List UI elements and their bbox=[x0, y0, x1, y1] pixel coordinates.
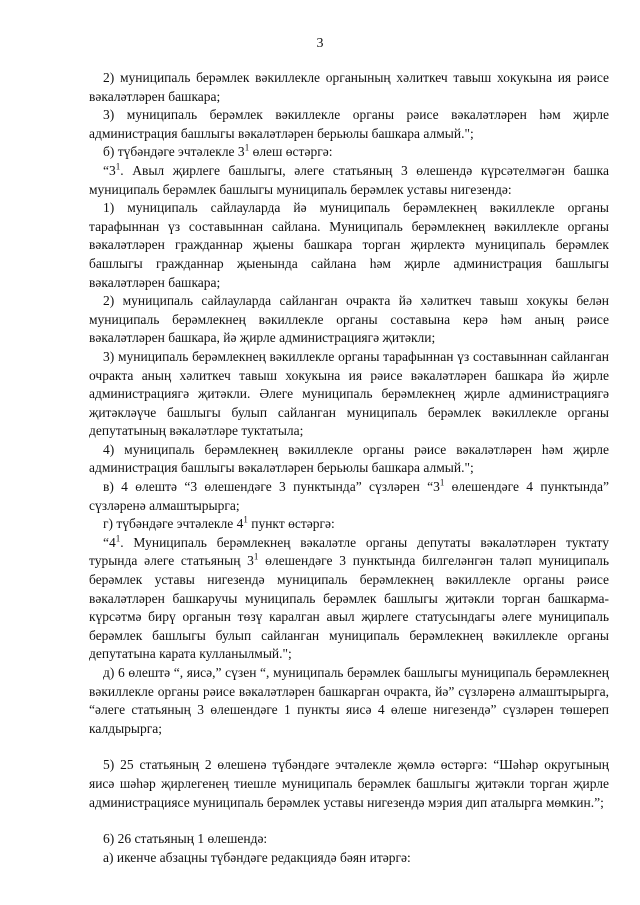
paragraph: “$4^1$. Муниципаль берәмлекнең вәкаләтле органы депутаты вәкаләтләрен туктату турында әлеге статьяның $3^1$ өлешендәге 3 пунктында билгеләнгән таләп муниципаль берәмлек уставы нигезендә муниципаль берәмлекнең вәкиллекле органы рәисе вәкаләтләрен башкаручы муниципаль берәмлек башлыгы җитәкли торган башкарма-күрсәтмә бирү органын төзү каралган авыл җирлеге статусындагы әлеге муниципаль берәмлек башлыгы булып сайланган муниципаль берәмлекнең вәкиллекле органы депутатына карата кулланылмый."; bbox=[89, 533, 610, 662]
paragraph: 2) муниципаль сайлауларда сайланган очракта йә хәлиткеч тавыш хокукы белән муниципаль берәмлекнең вәкиллекле органы составына керә һәм аның рәисе вәкаләтләрен башкара, йә җирле администрациягә җитәкли; bbox=[89, 293, 609, 346]
paragraph: 2) муниципаль берәмлек вәкиллекле органының хәлиткеч тавыш хокукына ия рәисе вәкаләтләрен башкара; bbox=[89, 70, 609, 104]
paragraph: в) 4 өлештә “3 өлешендәге 3 пунктында” сүзләрен “$3^1$ өлешендәге 4 пунктында” сүзләренә алмаштырырга; bbox=[89, 477, 609, 513]
paragraph: а) икенче абзацны түбәндәге редакциядә бәян итәргә: bbox=[103, 849, 411, 865]
document-body bbox=[89, 69, 609, 867]
paragraph: 5) 25 статьяның 2 өлешенә түбәндәге эчтәлекле җөмлә өстәргә: “Шәһәр округының яисә шәһәр җирлегенең тиешле муниципаль берәмлек башлыгы җитәкли торган җирле администрациясе муниципаль берәмлек уставы нигезендә мэрия дип аталырга мөмкин.”; bbox=[89, 757, 609, 810]
paragraph: “$3^1$. Авыл җирлеге башлыгы, әлеге статьяның 3 өлешендә күрсәтелмәгән башка муниципаль берәмлек башлыгы муниципаль берәмлек уставы нигезендә: bbox=[89, 161, 609, 197]
paragraph: 3) муниципаль берәмлекнең вәкиллекле органы тарафыннан үз составыннан сайланган очракта аның хәлиткеч тавыш хокукына ия рәисе вәкаләтләрен башкара йә җирле администрациягә җитәкли. Әлеге муниципаль берәмлекнең җирле администрациягә җитәкләүче башлыгы булып сайланган муниципаль берәмлек вәкиллекле органы депутатының вәкаләтләре туктатыла; bbox=[89, 348, 609, 439]
page-number: 3 bbox=[316, 36, 324, 51]
paragraph: 1) муниципаль сайлауларда йә муниципаль берәмлекнең вәкиллекле органы тарафыннан үз составыннан сайлана. Муниципаль берәмлекнең вәкиллекле органы вәкаләтләрен гражданнар җыены башкара торган җирлектә муниципаль берәмлек башлыгы гражданнар җыенында сайлана һәм җирле администрация башлыгы вәкаләтләрен башкара; bbox=[89, 200, 609, 290]
paragraph: д) 6 өлештә “, яисә,” сүзен “, муниципаль берәмлек башлыгы муниципаль берәмлекнең вәкиллекле органы рәисе вәкаләтләрен башкарган очракта, йә” сүзләренә алмаштырырга, “әлеге статьяның 3 өлешендәге 1 пункты яисә 4 өлеше нигезендә” сүзләрен төшереп калдырырга; bbox=[89, 665, 609, 736]
paragraph: б) түбәндәге эчтәлекле $3^1$ өлеш өстәргә: bbox=[103, 142, 333, 160]
paragraph: 3) муниципаль берәмлек вәкиллекле органы рәисе вәкаләтләрен һәм җирле администрация башлыгы вәкаләтләрен берьюлы башкара алмый."; bbox=[89, 107, 609, 141]
paragraph: 4) муниципаль берәмлекнең вәкиллекле органы рәисе вәкаләтләрен һәм җирле администрация башлыгы вәкаләтләрен берьюлы башкара алмый."; bbox=[89, 441, 609, 476]
paragraph: г) түбәндәге эчтәлекле $4^1$ пункт өстәргә: bbox=[103, 514, 335, 532]
paragraph: 6) 26 статьяның 1 өлешендә: bbox=[103, 831, 268, 847]
